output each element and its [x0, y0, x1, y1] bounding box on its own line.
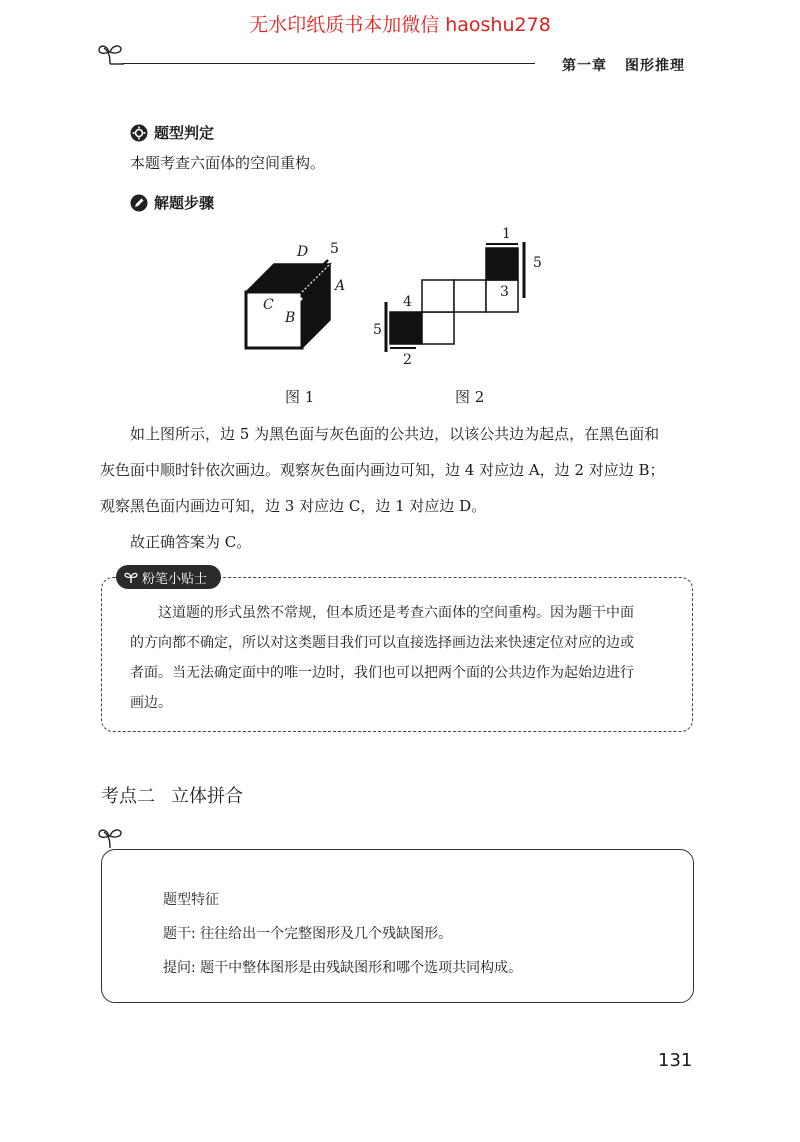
explanation-line-1: 如上图所示，边 5 为黑色面与灰色面的公共边，以该公共边为起点，在黑色面和 — [130, 425, 660, 443]
fig2-label-5-right: 5 — [533, 255, 542, 271]
chapter-number: 第一章 — [562, 58, 607, 74]
net-face — [454, 280, 486, 312]
section-solution-steps — [130, 192, 214, 213]
sprout-icon — [124, 570, 138, 584]
fig2-label-1: 1 — [502, 226, 511, 242]
page-number: 131 — [658, 1050, 693, 1071]
features-question: 提问: 题干中整体图形是由残缺图形和哪个选项共同构成。 — [163, 960, 523, 976]
tip-line: 这道题的形式虽然不常规，但本质还是考查六面体的空间重构。因为题干中面 — [158, 605, 634, 621]
fig2-label-5-left: 5 — [373, 322, 382, 338]
section-title: 解题步骤 — [154, 194, 215, 212]
tip-line: 画边。 — [130, 695, 172, 711]
net-black-face — [486, 248, 518, 280]
pencil-icon — [130, 194, 148, 212]
fig1-label-c: C — [263, 297, 274, 313]
fig2-label-4: 4 — [403, 294, 412, 310]
net-black-face — [390, 312, 422, 344]
kaodian-heading — [101, 782, 243, 808]
explanation-line-2: 灰色面中顺时针依次画边。观察灰色面内画边可知，边 4 对应边 A，边 2 对应边 B； — [100, 461, 665, 479]
figure-2-caption: 图 2 — [455, 388, 485, 406]
tip-badge — [116, 565, 221, 589]
gear-icon — [130, 124, 148, 142]
fig1-label-a: A — [335, 278, 346, 294]
fig2-label-2: 2 — [403, 352, 412, 368]
fig1-label-b: B — [285, 310, 296, 326]
chapter-header — [562, 55, 685, 75]
section-title: 题型判定 — [154, 124, 215, 142]
figure-2-net — [376, 238, 536, 356]
tip-line: 的方向都不确定，所以对这类题目我们可以直接选择画边法来快速定位对应的边或 — [130, 635, 634, 651]
type-judgment-text: 本题考查六面体的空间重构。 — [130, 154, 326, 172]
features-title: 题型特征 — [163, 892, 219, 908]
features-text — [163, 883, 522, 985]
fig1-label-d: D — [297, 244, 309, 260]
chapter-title: 图形推理 — [625, 58, 685, 74]
fig2-label-3: 3 — [500, 284, 509, 300]
tip-badge-label: 粉笔小贴士 — [142, 571, 208, 587]
section-type-judgment — [130, 122, 214, 143]
answer-text: 故正确答案为 C。 — [130, 533, 252, 551]
kaodian-number: 考点二 — [101, 786, 155, 807]
tip-text — [130, 598, 675, 718]
net-face — [422, 280, 454, 312]
net-face — [422, 312, 454, 344]
sprout-icon — [96, 826, 126, 850]
explanation-line-3: 观察黑色面内画边可知，边 3 对应边 C，边 1 对应边 D。 — [100, 497, 487, 515]
kaodian-title: 立体拼合 — [171, 786, 243, 807]
header-rule — [122, 63, 535, 64]
figure-1-caption: 图 1 — [285, 388, 315, 406]
tip-line: 者面。当无法确定面中的唯一边时，我们也可以把两个面的公共边作为起始边进行 — [130, 665, 634, 681]
watermark: 无水印纸质书本加微信 haoshu278 — [249, 14, 551, 36]
features-stem: 题干: 往往给出一个完整图形及几个残缺图形。 — [163, 926, 453, 942]
fig1-label-5: 5 — [330, 241, 339, 257]
